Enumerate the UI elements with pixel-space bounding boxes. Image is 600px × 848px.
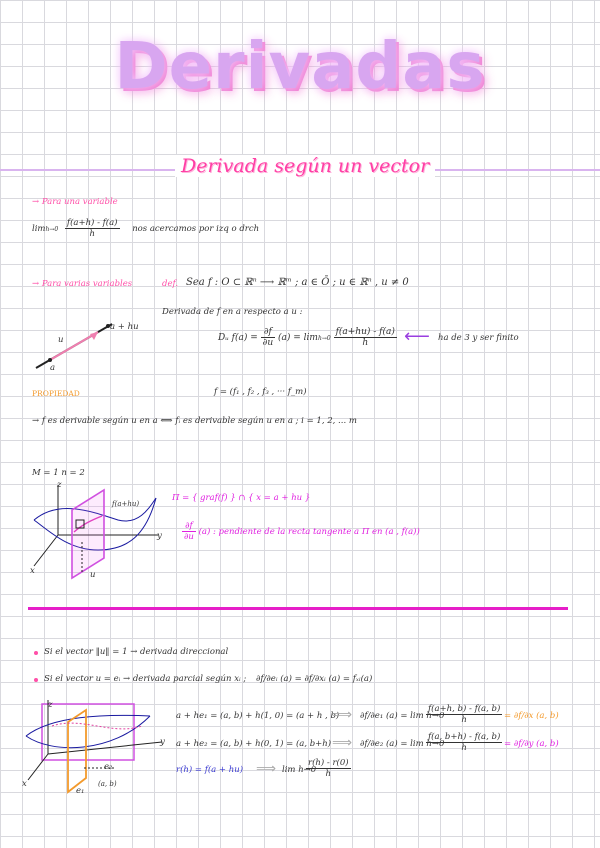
partial-num: ∂f: [182, 521, 196, 532]
x-axis: [28, 754, 48, 780]
fraction-num: f(a, b+h) - f(a, b): [428, 732, 501, 742]
directional-formula: [218, 327, 397, 348]
point-ab-label: (a, b): [98, 780, 117, 788]
f-components: f = (f₁ , f₂ , f₃ , ··· f_m): [214, 387, 307, 397]
axis-y-label: y: [157, 531, 162, 541]
pi-definition: Π = { graf(f) } ∩ { x = a + hu }: [172, 493, 311, 503]
one-variable-note: nos acercamos por izq o drch: [132, 224, 260, 234]
lim-text: lim: [303, 332, 318, 343]
point-a-label: a: [50, 363, 56, 373]
x-axis: [34, 535, 58, 566]
page-title: Derivadas: [114, 30, 486, 104]
axis-x-label: x: [30, 566, 35, 576]
line1-lhs: a + he₁ = (a, b) + h(1, 0) = (a + h , b): [176, 711, 340, 721]
partial-num: ∂f: [261, 327, 275, 338]
axis-z-label: z: [48, 700, 53, 710]
partial-arg: (a) =: [278, 333, 301, 343]
vector-u-label: u: [58, 335, 64, 345]
point-a: [48, 358, 52, 362]
plane-pi: [72, 490, 104, 578]
intersection-curve: [52, 723, 142, 729]
slope-formula: [182, 521, 420, 542]
line1-mid: ∂f/∂e₁ (a) = lim h→0: [360, 711, 445, 721]
section-separator: [28, 607, 568, 610]
fraction-num: f(a+h, b) - f(a, b): [428, 704, 501, 714]
lim-fraction-den: h: [362, 338, 369, 348]
line2-fraction: [426, 732, 502, 753]
fraction-denominator: h: [89, 229, 95, 239]
section-title: Derivada según un vector: [175, 155, 435, 177]
property-label: PROPIEDAD: [32, 389, 80, 398]
one-variable-formula: [32, 218, 259, 239]
line1-fraction: [426, 704, 502, 725]
partial-graph: [22, 696, 172, 800]
multi-variable-label: → Para varias variables: [32, 279, 133, 289]
fraction-numerator: f(a+h) - f(a): [66, 218, 118, 228]
property-statement: → f es derivable según u en a ⟺ fᵢ es derivable según u en a ; i = 1, 2, ... m: [32, 416, 357, 426]
line2-rhs: = ∂f/∂y (a, b): [504, 739, 559, 749]
line3-lhs: r(h) = f(a + hu): [176, 765, 244, 775]
left-arrow-icon: ⟵: [404, 326, 430, 347]
bullet-directional: Si el vector ‖u‖ = 1 → derivada direccional: [44, 647, 229, 657]
line2-mid: ∂f/∂e₂ (a) = lim h→0: [360, 739, 445, 749]
lim-text: lim: [32, 223, 46, 234]
plane-magenta: [42, 704, 134, 760]
fraction-den: h: [461, 743, 467, 753]
graph-vector-label: u: [90, 570, 96, 580]
slope-text: (a) : pendiente de la recta tangente a Π en (a , f(a)): [198, 527, 420, 537]
bullet-dot: [34, 678, 38, 682]
one-variable-label: → Para una variable: [32, 197, 118, 207]
lim-subscript: h→0: [45, 225, 59, 233]
bullet-dot: [34, 651, 38, 655]
derivative-intro: Derivada de f en a respecto a u :: [162, 307, 303, 317]
line2-lhs: a + he₂ = (a, b) + h(0, 1) = (a, b+h): [176, 739, 332, 749]
axis-y-label: y: [160, 737, 165, 747]
bullet-partial: Si el vector u = eᵢ → derivada parcial según xᵢ ;: [44, 674, 247, 684]
lim-fraction-num: f(a+hu) - f(a): [335, 327, 395, 337]
definition-text: Sea f : O ⊂ ℝⁿ ⟶ ℝᵐ ; a ∈ Ō ; u ∈ ℝⁿ , u ≠ 0: [186, 277, 409, 288]
bullet-partial-formula: ∂f/∂eᵢ (a) = ∂f/∂xᵢ (a) = fₓᵢ(a): [256, 674, 373, 684]
fraction-den: h: [461, 715, 467, 725]
arrow-right-icon: ⟹: [332, 735, 353, 751]
formula-lhs: Dᵤ f(a) =: [218, 333, 258, 343]
partial-den: ∂u: [184, 532, 194, 542]
line3-fraction: [306, 758, 351, 779]
line1-rhs: = ∂f/∂x (a, b): [504, 711, 559, 721]
partial-den: ∂u: [262, 338, 274, 348]
axis-x-label: x: [22, 779, 27, 789]
axis-z-label: z: [57, 480, 62, 490]
surface-bottom-curve: [26, 716, 150, 748]
definition-label: def.: [162, 279, 179, 289]
e1-label: e₁: [76, 786, 85, 796]
fraction-num: r(h) - r(0): [308, 758, 349, 768]
line3-mid: lim h→0: [282, 765, 317, 775]
curve-label: f(a+hu): [112, 500, 140, 508]
surface-graph: [28, 480, 168, 590]
lim-subscript: h→0: [317, 334, 331, 342]
example-dims: M = 1 n = 2: [32, 468, 85, 478]
existence-note: ha de 3 y ser finito: [438, 333, 519, 343]
fraction-den: h: [325, 769, 332, 779]
surface-top-curve: [26, 715, 150, 736]
e2-label: e₂: [104, 762, 113, 772]
point-a-plus-hu-label: a + hu: [110, 322, 139, 332]
arrow-right-icon: ⟹: [332, 707, 353, 723]
arrow-right-icon: ⟹: [256, 761, 277, 777]
